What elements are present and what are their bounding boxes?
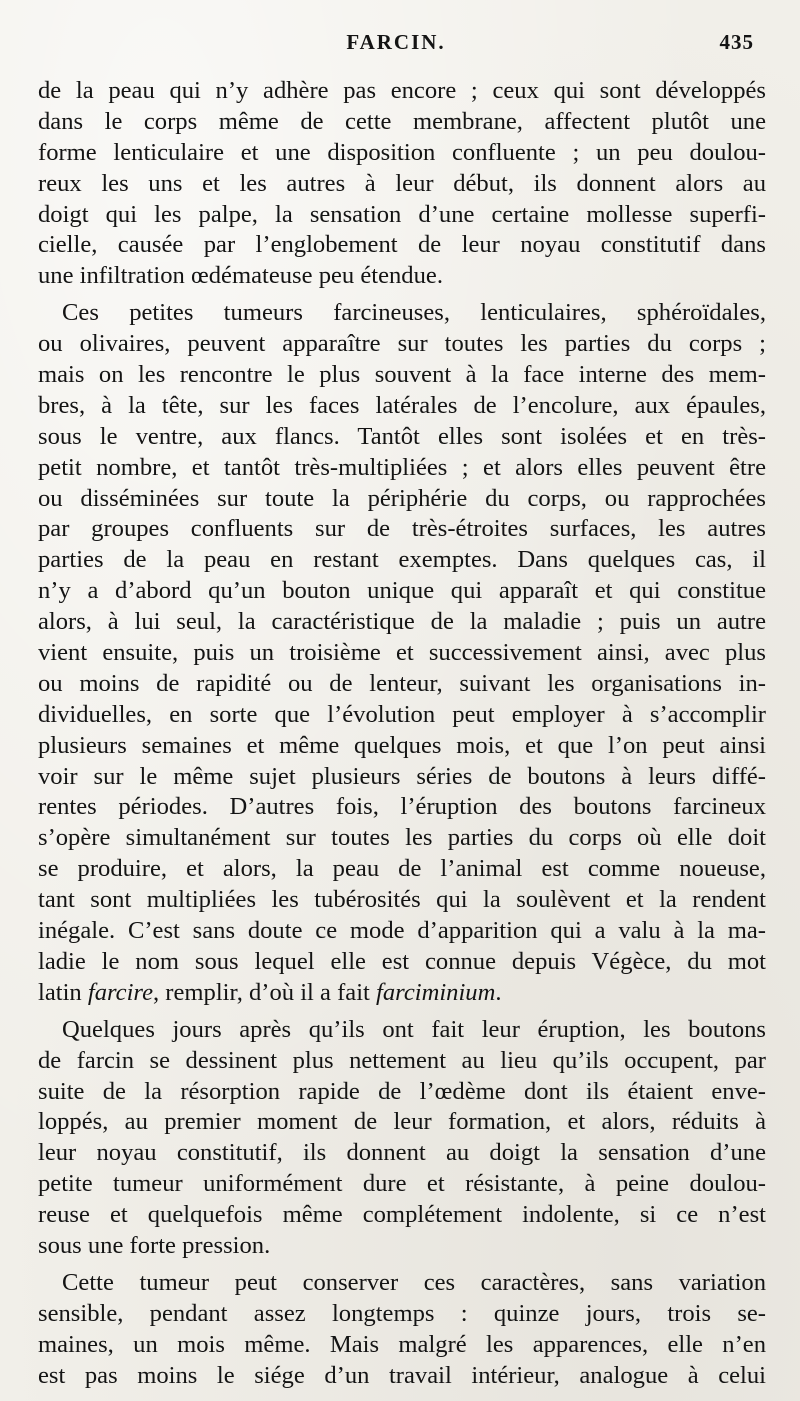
paragraph xyxy=(38,1268,766,1392)
text-line: forme lenticulaire et une disposition confluente ; un peu doulou- xyxy=(38,138,766,166)
text-line: sous le ventre, aux flancs. Tantôt elles sont isolées et en très- xyxy=(38,422,766,450)
text-line: ou olivaires, peuvent apparaître sur toutes les parties du corps ; xyxy=(38,330,766,358)
text-line: rentes périodes. D’autres fois, l’éruption des boutons farcineux xyxy=(38,793,766,821)
text-run: latin xyxy=(38,978,88,1006)
text-line: n’y a d’abord qu’un bouton unique qui apparaît et qui constitue xyxy=(38,577,766,605)
text-line: cielle, causée par l’englobement de leur noyau constitutif dans xyxy=(38,231,766,259)
text-line: inégale. C’est sans doute ce mode d’apparition qui a valu à la ma- xyxy=(38,917,766,945)
text-line: plusieurs semaines et même quelques mois, et que l’on peut ainsi xyxy=(38,731,766,759)
text-line: parties de la peau en restant exemptes. Dans quelques cas, il xyxy=(38,546,766,574)
text-line: suite de la résorption rapide de l’œdème dont ils étaient enve- xyxy=(38,1077,766,1105)
body-text xyxy=(38,76,766,1397)
text-line: dividuelles, en sorte que l’évolution peut employer à s’accomplir xyxy=(38,700,766,728)
text-line: de farcin se dessinent plus nettement au lieu qu’ils occupent, par xyxy=(38,1046,766,1074)
text-line: Quelques jours après qu’ils ont fait leur éruption, les boutons xyxy=(62,1015,766,1043)
text-line: leur noyau constitutif, ils donnent au doigt la sensation d’une xyxy=(38,1139,766,1167)
text-line: se produire, et alors, la peau de l’animal est comme noueuse, xyxy=(38,855,766,883)
text-line: sous une forte pression. xyxy=(38,1231,271,1259)
paragraph xyxy=(38,298,766,1008)
running-header xyxy=(38,30,754,60)
text-line: doigt qui les palpe, la sensation d’une certaine mollesse superfi- xyxy=(38,200,766,228)
text-line: tant sont multipliées les tubérosités qui la soulèvent et la rendent xyxy=(38,886,766,914)
text-line: vient ensuite, puis un troisième et successivement ainsi, avec plus xyxy=(38,639,766,667)
text-line: ladie le nom sous lequel elle est connue depuis Végèce, du mot xyxy=(38,947,766,975)
text-line: ou disséminées sur toute la périphérie du corps, ou rapprochées xyxy=(38,484,766,512)
text-line: mais on les rencontre le plus souvent à la face interne des mem- xyxy=(38,361,766,389)
paragraph xyxy=(38,1015,766,1262)
text-line: petite tumeur uniformément dure et résistante, à peine doulou- xyxy=(38,1170,766,1198)
text-line: reux les uns et les autres à leur début, ils donnent alors au xyxy=(38,169,766,197)
text-line: s’opère simultanément sur toutes les parties du corps où elle doit xyxy=(38,824,766,852)
italic-term: farciminium xyxy=(376,978,496,1006)
text-run: , remplir, d’où il a fait xyxy=(153,978,377,1006)
text-line: bres, à la tête, sur les faces latérales de l’encolure, aux épaules, xyxy=(38,391,766,419)
text-line: sensible, pendant assez longtemps : quinze jours, trois se- xyxy=(38,1299,766,1327)
text-line: loppés, au premier moment de leur formation, et alors, réduits à xyxy=(38,1108,766,1136)
text-line: Cette tumeur peut conserver ces caractères, sans variation xyxy=(62,1268,766,1296)
text-line: maines, un mois même. Mais malgré les apparences, elle n’en xyxy=(38,1330,766,1358)
italic-term: farcire xyxy=(87,978,153,1006)
text-run: . xyxy=(495,978,502,1006)
text-line: est pas moins le siége d’un travail intérieur, analogue à celui xyxy=(38,1361,766,1389)
text-line: Ces petites tumeurs farcineuses, lenticulaires, sphéroïdales, xyxy=(62,299,766,327)
text-line: de la peau qui n’y adhère pas encore ; ceux qui sont développés xyxy=(38,77,766,104)
text-line: une infiltration œdémateuse peu étendue. xyxy=(38,262,443,290)
text-line: par groupes confluents sur de très-étroites surfaces, les autres xyxy=(38,515,766,543)
text-line: ou moins de rapidité ou de lenteur, suivant les organisations in- xyxy=(38,669,766,697)
text-line: petit nombre, et tantôt très-multipliées ; et alors elles peuvent être xyxy=(38,453,766,481)
text-line: dans le corps même de cette membrane, affectent plutôt une xyxy=(38,107,766,135)
running-title: FARCIN. xyxy=(346,30,446,54)
text-line: voir sur le même sujet plusieurs séries de boutons à leurs diffé- xyxy=(38,762,766,790)
text-line: reuse et quelquefois même complétement indolente, si ce n’est xyxy=(38,1201,766,1229)
text-line xyxy=(38,978,766,1009)
text-line: alors, à lui seul, la caractéristique de la maladie ; puis un autre xyxy=(38,608,766,636)
paragraph xyxy=(38,76,766,292)
page-number: 435 xyxy=(719,30,754,54)
